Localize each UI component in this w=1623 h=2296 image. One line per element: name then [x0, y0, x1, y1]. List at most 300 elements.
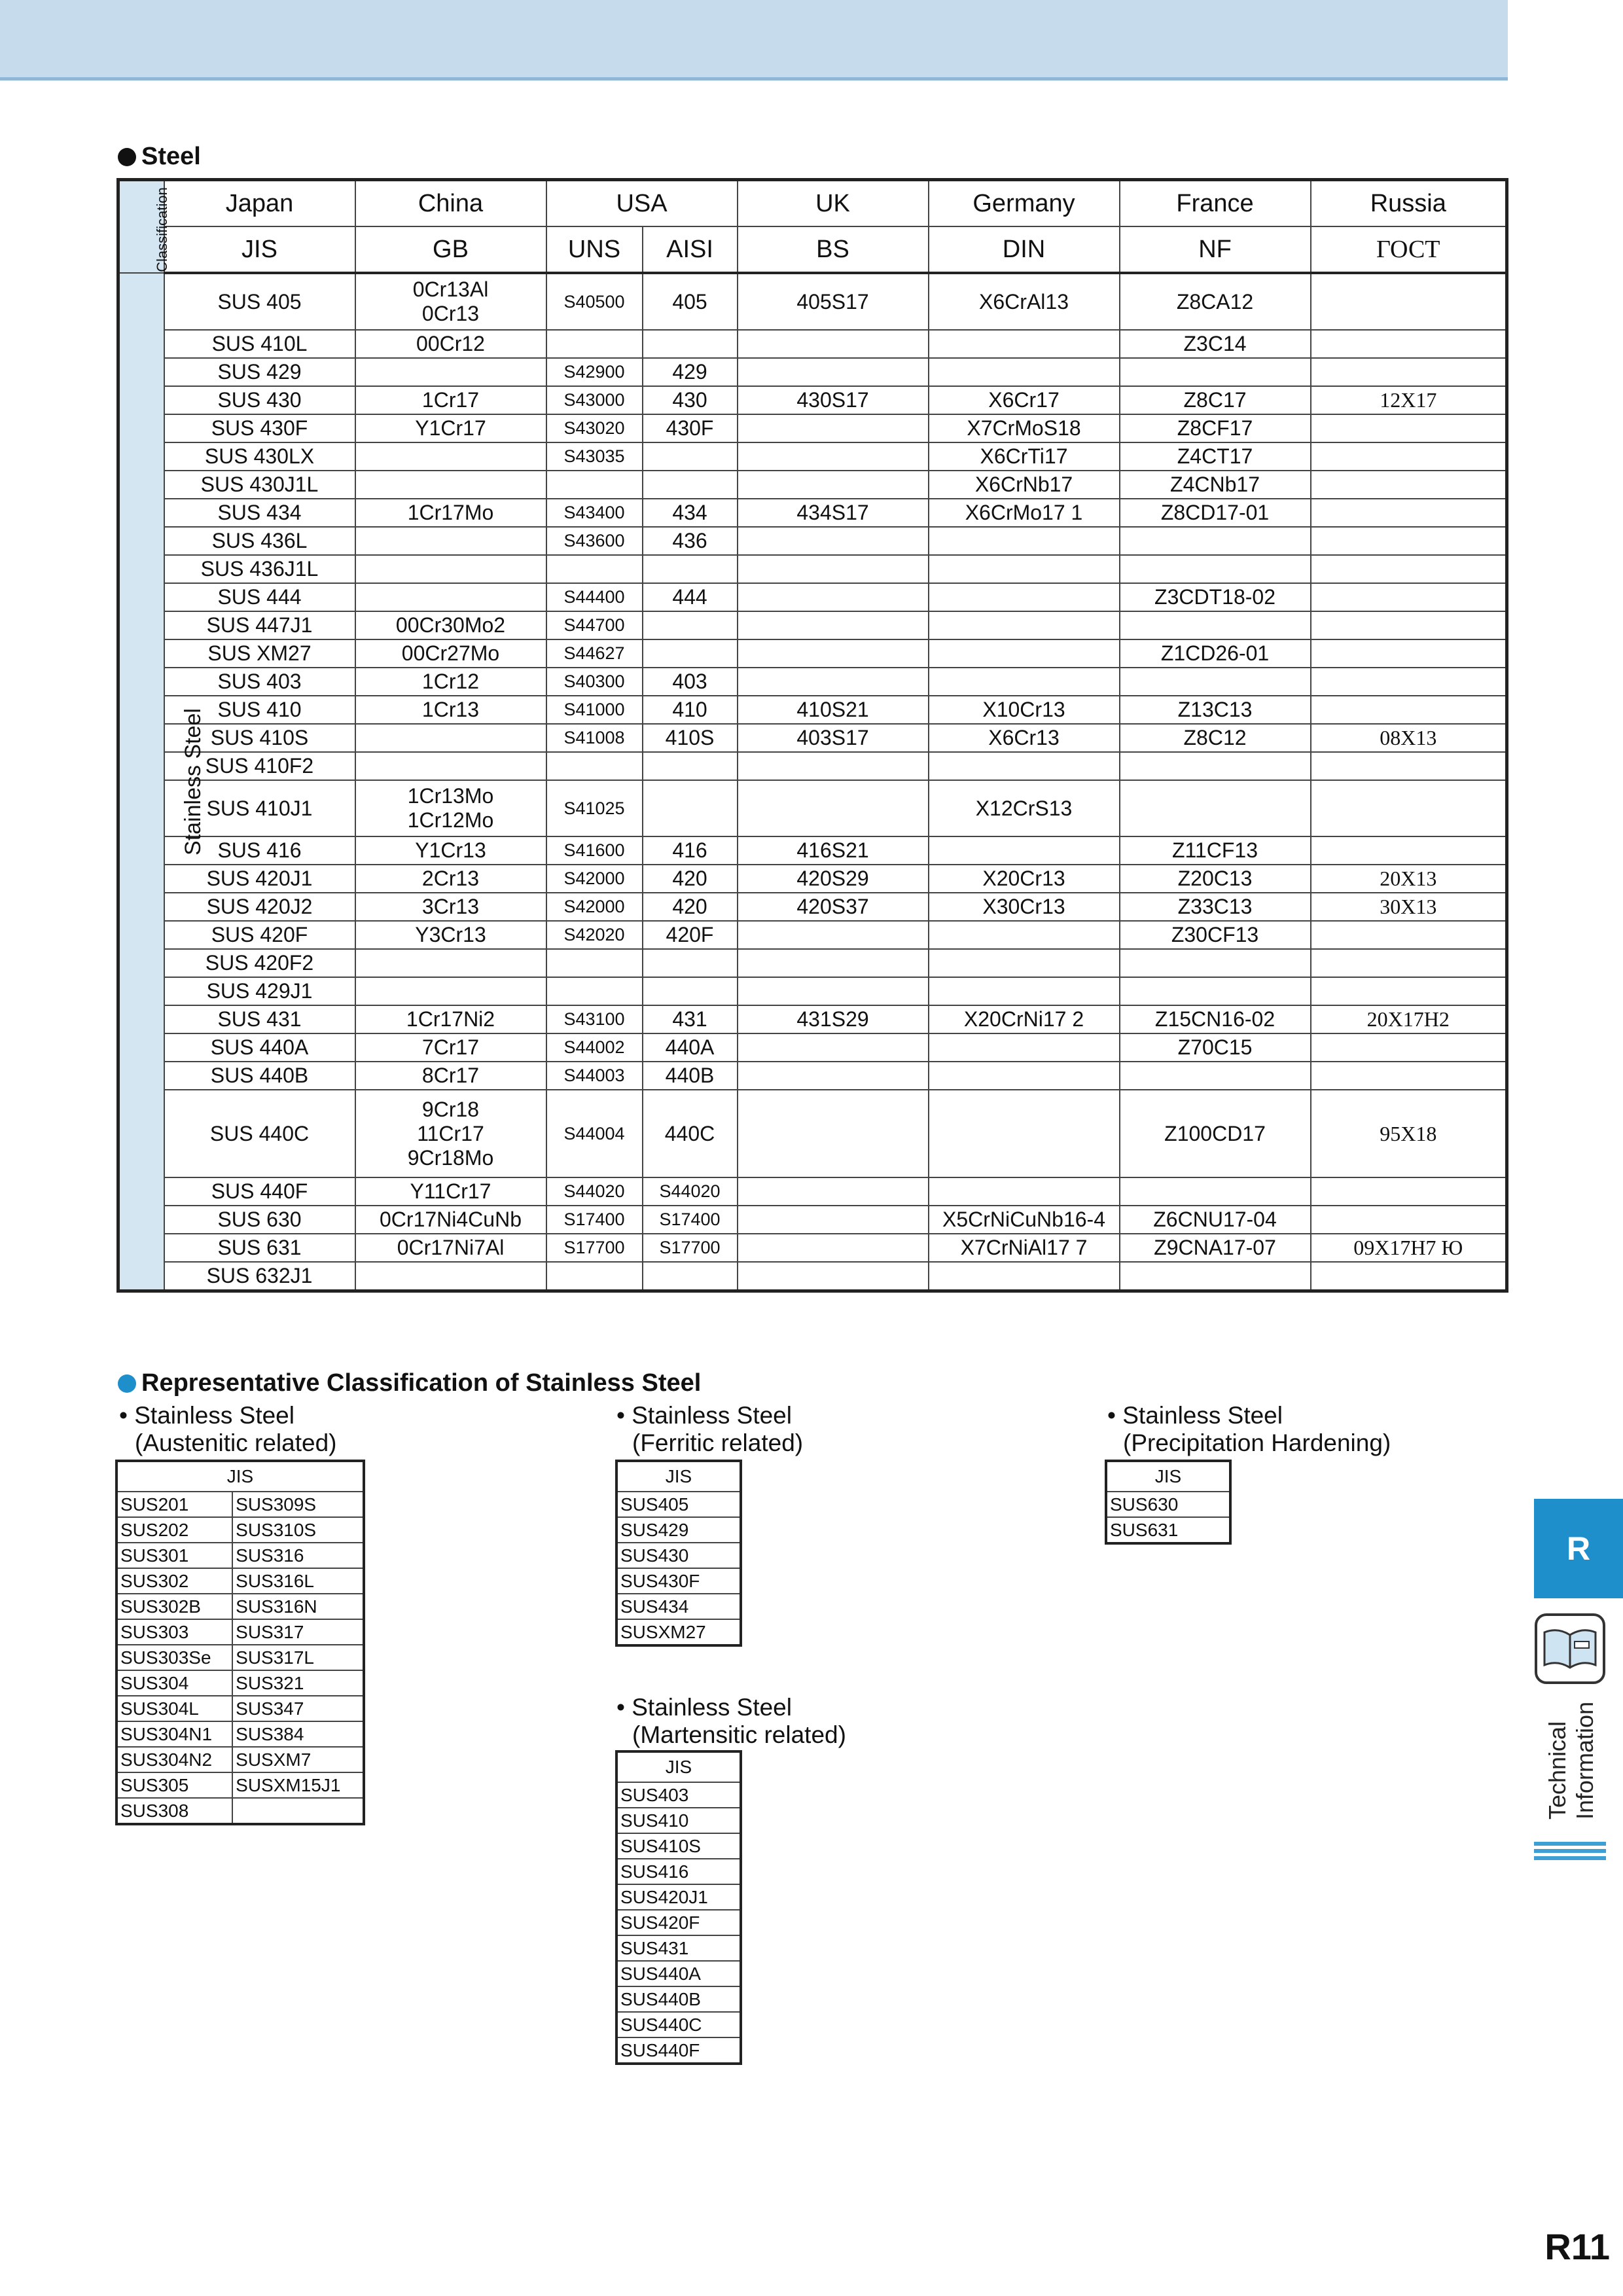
steel-cell-din	[929, 273, 1120, 330]
steel-cell-gb	[355, 893, 546, 921]
jis-grade-cell: SUS410S	[616, 1833, 741, 1859]
cell-line: 440B	[665, 1064, 715, 1087]
steel-cell-nf	[1120, 499, 1311, 527]
steel-cell-gost	[1311, 836, 1507, 865]
jis-grade-cell: SUS305	[116, 1772, 232, 1798]
cell-line: 1Cr12Mo	[407, 808, 494, 832]
steel-cell-bs	[738, 836, 929, 865]
cell-line: Z8C17	[1183, 388, 1247, 412]
cell-line: 410	[672, 698, 707, 721]
steel-cell-nf	[1120, 893, 1311, 921]
steel-cell-aisi	[643, 921, 738, 949]
steel-cell-nf	[1120, 358, 1311, 386]
steel-row	[118, 724, 1507, 752]
cell-line: 410S	[665, 726, 715, 749]
cell-line: SUS 405	[217, 289, 302, 314]
cell-line: SUS 410F2	[205, 754, 314, 778]
steel-cell-gost	[1311, 273, 1507, 330]
table-row	[116, 1670, 364, 1696]
steel-cell-gost	[1311, 639, 1507, 668]
cell-line: SUS 420F2	[205, 951, 314, 975]
steel-row	[118, 865, 1507, 893]
steel-cell-aisi	[643, 1090, 738, 1177]
steel-cell-bs	[738, 949, 929, 977]
cell-line: 1Cr17Ni2	[406, 1007, 495, 1031]
cell-line: 430S17	[796, 388, 869, 412]
steel-row	[118, 414, 1507, 442]
steel-cell-nf	[1120, 1206, 1311, 1234]
cell-line: S43600	[563, 531, 625, 550]
cell-line: 416	[672, 838, 707, 862]
cell-line: 436	[672, 529, 707, 552]
table-row	[616, 1808, 741, 1833]
steel-cell-aisi	[643, 414, 738, 442]
ferritic-subtitle: (Ferritic related)	[632, 1429, 804, 1456]
steel-cell-gost	[1311, 330, 1507, 358]
stripe	[1534, 1856, 1606, 1860]
cell-line: 429	[672, 360, 707, 384]
cell-line: Z15CN16-02	[1154, 1007, 1275, 1031]
steel-cell-aisi	[643, 1206, 738, 1234]
cell-line: 08Х13	[1380, 726, 1437, 749]
cell-line: SUS XM27	[207, 641, 312, 665]
steel-cell-gb	[355, 499, 546, 527]
steel-cell-din	[929, 949, 1120, 977]
cell-line: S43400	[563, 503, 625, 522]
steel-cell-din	[929, 668, 1120, 696]
steel-cell-uns	[546, 921, 643, 949]
jis-grade-cell: SUS316	[232, 1543, 364, 1568]
cell-line: 95Х18	[1380, 1121, 1437, 1145]
steel-cell-aisi	[643, 1234, 738, 1262]
steel-cell-aisi	[643, 386, 738, 414]
steel-cell-aisi	[643, 724, 738, 752]
cell-line: 0Cr17Ni4CuNb	[380, 1208, 522, 1231]
steel-cell-bs	[738, 1033, 929, 1062]
steel-cell-bs	[738, 1090, 929, 1177]
cell-line: X7CrMoS18	[967, 416, 1081, 440]
cell-line: X30Cr13	[982, 895, 1065, 918]
steel-cell-din	[929, 1005, 1120, 1033]
cell-line: S17700	[563, 1238, 625, 1257]
cell-line: Z8CF17	[1177, 416, 1253, 440]
steel-cell-nf	[1120, 836, 1311, 865]
steel-cell-nf	[1120, 273, 1311, 330]
jis-grade-cell: SUS301	[116, 1543, 232, 1568]
cell-line: SUS 410J1	[206, 796, 313, 820]
jis-grade-cell: SUS405	[616, 1492, 741, 1517]
cell-line: SUS 632J1	[206, 1264, 313, 1287]
steel-cell-gost	[1311, 1005, 1507, 1033]
steel-cell-din	[929, 1262, 1120, 1291]
cell-line: S41008	[563, 728, 625, 747]
steel-row	[118, 921, 1507, 949]
cell-line: Z70C15	[1177, 1035, 1253, 1059]
steel-cell-jis	[164, 611, 355, 639]
steel-cell-aisi	[643, 752, 738, 780]
steel-cell-gost	[1311, 1177, 1507, 1206]
steel-row	[118, 696, 1507, 724]
steel-cell-gb	[355, 414, 546, 442]
steel-cell-nf	[1120, 330, 1311, 358]
table-row	[1106, 1517, 1230, 1543]
martensitic-title: • Stainless Steel	[616, 1694, 792, 1721]
steel-row	[118, 949, 1507, 977]
steel-cell-nf	[1120, 527, 1311, 555]
steel-cell-din	[929, 583, 1120, 611]
steel-cell-din	[929, 865, 1120, 893]
steel-cell-gb	[355, 921, 546, 949]
steel-cell-aisi	[643, 611, 738, 639]
table-row	[616, 1859, 741, 1884]
steel-row	[118, 752, 1507, 780]
martensitic-subtitle: (Martensitic related)	[632, 1721, 846, 1748]
cell-line: SUS 440C	[209, 1121, 310, 1145]
steel-cell-uns	[546, 527, 643, 555]
cell-line: SUS 431	[217, 1007, 302, 1031]
steel-cell-bs	[738, 668, 929, 696]
steel-cell-bs	[738, 752, 929, 780]
steel-cell-gb	[355, 583, 546, 611]
steel-cell-uns	[546, 1005, 643, 1033]
steel-cell-gost	[1311, 471, 1507, 499]
cell-line: 410S21	[796, 698, 869, 721]
steel-row	[118, 1262, 1507, 1291]
bullet-icon	[118, 1374, 136, 1393]
cell-line: SUS 410L	[211, 332, 308, 355]
steel-cell-gb	[355, 471, 546, 499]
steel-cell-jis	[164, 1206, 355, 1234]
cell-line: SUS 444	[217, 585, 302, 609]
steel-cell-uns	[546, 949, 643, 977]
steel-cell-gb	[355, 1033, 546, 1062]
steel-cell-bs	[738, 977, 929, 1005]
steel-cell-aisi	[643, 1005, 738, 1033]
precipitation-table	[1105, 1460, 1232, 1545]
standard-header: GB	[355, 226, 546, 273]
cell-line: 12Х17	[1380, 388, 1437, 412]
table-row	[616, 1961, 741, 1986]
cell-line: SUS 631	[217, 1236, 302, 1259]
jis-header: JIS	[616, 1751, 741, 1782]
steel-cell-jis	[164, 1177, 355, 1206]
cell-line: X6Cr17	[988, 388, 1060, 412]
table-row	[616, 1986, 741, 2012]
steel-cell-gost	[1311, 414, 1507, 442]
steel-cell-uns	[546, 752, 643, 780]
table-row	[1106, 1492, 1230, 1517]
steel-cell-nf	[1120, 555, 1311, 583]
standard-header: AISI	[643, 226, 738, 273]
steel-cell-din	[929, 611, 1120, 639]
steel-cell-din	[929, 358, 1120, 386]
steel-cell-aisi	[643, 471, 738, 499]
cell-line: SUS 429J1	[206, 979, 313, 1003]
steel-cell-gost	[1311, 1062, 1507, 1090]
steel-cell-gb	[355, 358, 546, 386]
cell-line: 3Cr13	[421, 895, 480, 918]
cell-line: Z1CD26-01	[1160, 641, 1270, 665]
steel-cell-nf	[1120, 1033, 1311, 1062]
jis-grade-cell: SUS308	[116, 1798, 232, 1824]
steel-cell-bs	[738, 865, 929, 893]
steel-cell-jis	[164, 1262, 355, 1291]
steel-cell-gb	[355, 696, 546, 724]
cell-line: 0Cr13Al	[412, 278, 489, 301]
steel-cell-gb	[355, 442, 546, 471]
cell-line: Z9CNA17-07	[1154, 1236, 1276, 1259]
cell-line: 1Cr13Mo	[407, 784, 494, 808]
steel-cell-aisi	[643, 668, 738, 696]
cell-line: SUS 630	[217, 1208, 302, 1231]
steel-cell-uns	[546, 583, 643, 611]
decorative-stripes	[1534, 1842, 1606, 1863]
austenitic-caption	[119, 1402, 336, 1457]
steel-row	[118, 499, 1507, 527]
table-row	[116, 1645, 364, 1670]
country-header: China	[355, 180, 546, 227]
representative-heading	[118, 1369, 701, 1397]
steel-cell-jis	[164, 442, 355, 471]
cell-line: Y11Cr17	[410, 1179, 491, 1203]
steel-cell-jis	[164, 583, 355, 611]
steel-cell-aisi	[643, 696, 738, 724]
table-row	[116, 1747, 364, 1772]
steel-table-body	[118, 273, 1507, 1291]
cell-line: 444	[672, 585, 707, 609]
country-header: USA	[546, 180, 738, 227]
steel-cell-uns	[546, 893, 643, 921]
standard-header: UNS	[546, 226, 643, 273]
cell-line: 431	[672, 1007, 707, 1031]
technical-label: Technical	[1544, 1721, 1571, 1820]
steel-cell-din	[929, 555, 1120, 583]
martensitic-caption	[616, 1694, 846, 1749]
steel-cell-din	[929, 1090, 1120, 1177]
steel-cell-aisi	[643, 583, 738, 611]
cell-line: 11Cr17	[417, 1121, 484, 1145]
steel-cell-din	[929, 471, 1120, 499]
steel-cell-jis	[164, 668, 355, 696]
steel-cell-nf	[1120, 668, 1311, 696]
steel-cell-aisi	[643, 555, 738, 583]
ferritic-caption	[616, 1402, 803, 1457]
cell-line: 09Х17Н7 Ю	[1353, 1236, 1463, 1259]
steel-cell-jis	[164, 330, 355, 358]
steel-cell-bs	[738, 358, 929, 386]
steel-cell-uns	[546, 1062, 643, 1090]
steel-cell-uns	[546, 499, 643, 527]
jis-grade-cell: SUS420J1	[616, 1884, 741, 1910]
jis-grade-cell: SUS630	[1106, 1492, 1230, 1517]
steel-cell-din	[929, 724, 1120, 752]
steel-cell-gb	[355, 330, 546, 358]
steel-cell-aisi	[643, 358, 738, 386]
jis-grade-cell: SUS440F	[616, 2037, 741, 2064]
steel-cell-jis	[164, 273, 355, 330]
steel-cell-din	[929, 414, 1120, 442]
jis-grade-cell: SUS310S	[232, 1517, 364, 1543]
cell-line: 1Cr17	[421, 388, 480, 412]
steel-cell-jis	[164, 1234, 355, 1262]
steel-cell-aisi	[643, 1177, 738, 1206]
cell-line: Y3Cr13	[415, 923, 486, 946]
top-header-band	[0, 0, 1508, 81]
cell-line: Z11CF13	[1172, 838, 1258, 862]
steel-cell-gost	[1311, 499, 1507, 527]
cell-line: S44700	[563, 615, 625, 635]
steel-cell-bs	[738, 414, 929, 442]
stripe	[1534, 1842, 1606, 1846]
cell-line: 420S37	[796, 895, 869, 918]
steel-row	[118, 977, 1507, 1005]
stripe	[1534, 1849, 1606, 1853]
steel-cell-gost	[1311, 583, 1507, 611]
steel-cell-din	[929, 442, 1120, 471]
steel-cell-nf	[1120, 442, 1311, 471]
cell-line: SUS 429	[217, 360, 302, 384]
jis-header: JIS	[616, 1461, 741, 1492]
steel-row	[118, 471, 1507, 499]
steel-cell-gost	[1311, 1262, 1507, 1291]
steel-cell-uns	[546, 611, 643, 639]
cell-line: S43100	[563, 1009, 625, 1029]
information-label: Information	[1571, 1701, 1598, 1820]
standard-header: BS	[738, 226, 929, 273]
steel-cell-uns	[546, 696, 643, 724]
country-header: France	[1120, 180, 1311, 227]
steel-cell-din	[929, 1177, 1120, 1206]
steel-cell-uns	[546, 442, 643, 471]
steel-cell-bs	[738, 724, 929, 752]
cell-line: X6Cr13	[988, 726, 1060, 749]
austenitic-table	[115, 1460, 365, 1825]
cell-line: 434	[672, 501, 707, 524]
precipitation-title: • Stainless Steel	[1107, 1402, 1283, 1429]
steel-cell-gost	[1311, 949, 1507, 977]
steel-cell-aisi	[643, 442, 738, 471]
jis-grade-cell: SUSXM27	[616, 1619, 741, 1645]
jis-grade-cell: SUS303	[116, 1619, 232, 1645]
steel-cell-nf	[1120, 611, 1311, 639]
stainless-steel-group-label: Stainless Steel	[180, 708, 205, 855]
jis-grade-cell: SUS430	[616, 1543, 741, 1568]
cell-line: X6CrTi17	[980, 444, 1068, 468]
cell-line: SUS 420J1	[206, 867, 313, 890]
jis-grade-cell: SUS430F	[616, 1568, 741, 1594]
steel-cell-din	[929, 1062, 1120, 1090]
cell-line: X10Cr13	[982, 698, 1065, 721]
steel-cell-aisi	[643, 949, 738, 977]
cell-line: S17400	[563, 1210, 625, 1229]
cell-line: S40300	[563, 672, 625, 691]
cell-line: Y1Cr17	[415, 416, 486, 440]
steel-cell-nf	[1120, 1234, 1311, 1262]
jis-grade-cell: SUS416	[616, 1859, 741, 1884]
table-row	[616, 1910, 741, 1935]
steel-cell-uns	[546, 358, 643, 386]
page-number: R11	[1544, 2226, 1610, 2267]
steel-cell-din	[929, 330, 1120, 358]
steel-cell-gost	[1311, 1090, 1507, 1177]
cell-line: S44020	[563, 1181, 625, 1201]
cell-line: S42000	[563, 869, 625, 888]
stainless-steel-group-cell	[118, 273, 205, 1291]
standard-header: JIS	[164, 226, 355, 273]
steel-row	[118, 780, 1507, 836]
steel-cell-gost	[1311, 1234, 1507, 1262]
steel-cell-nf	[1120, 865, 1311, 893]
steel-row	[118, 1062, 1507, 1090]
steel-cell-gb	[355, 611, 546, 639]
cell-line: SUS 420F	[211, 923, 308, 946]
section-tab-letter: R	[1566, 1530, 1591, 1567]
steel-cell-bs	[738, 1177, 929, 1206]
steel-cell-gb	[355, 752, 546, 780]
steel-cell-jis	[164, 949, 355, 977]
steel-cell-bs	[738, 555, 929, 583]
jis-grade-cell: SUS304N2	[116, 1747, 232, 1772]
country-header: Russia	[1311, 180, 1507, 227]
cell-line: 1Cr13	[421, 698, 480, 721]
steel-row	[118, 639, 1507, 668]
steel-row	[118, 1005, 1507, 1033]
cell-line: S43035	[563, 446, 625, 466]
cell-line: Z6CNU17-04	[1153, 1208, 1277, 1231]
steel-cell-gost	[1311, 724, 1507, 752]
steel-cell-aisi	[643, 893, 738, 921]
steel-cell-nf	[1120, 1062, 1311, 1090]
steel-cell-din	[929, 752, 1120, 780]
jis-grade-cell: SUS303Se	[116, 1645, 232, 1670]
steel-cell-aisi	[643, 1262, 738, 1291]
steel-row	[118, 1090, 1507, 1177]
steel-cell-gost	[1311, 865, 1507, 893]
cell-line: SUS 430J1L	[200, 473, 319, 496]
steel-cell-nf	[1120, 583, 1311, 611]
jis-grade-cell: SUS316N	[232, 1594, 364, 1619]
cell-line: Z3CDT18-02	[1154, 585, 1275, 609]
steel-cell-gb	[355, 273, 546, 330]
jis-grade-cell: SUS440B	[616, 1986, 741, 2012]
jis-grade-cell: SUS309S	[232, 1492, 364, 1517]
jis-grade-cell: SUS302B	[116, 1594, 232, 1619]
section-tab-r[interactable]	[1534, 1499, 1623, 1598]
cell-line: S43000	[563, 390, 625, 410]
steel-cell-uns	[546, 555, 643, 583]
steel-cell-gost	[1311, 1206, 1507, 1234]
steel-cell-uns	[546, 977, 643, 1005]
steel-row	[118, 358, 1507, 386]
technical-information-label	[1539, 1695, 1598, 1820]
table-row	[616, 1884, 741, 1910]
cell-line: Z4CT17	[1177, 444, 1253, 468]
steel-cell-gb	[355, 836, 546, 865]
jis-header: JIS	[1106, 1461, 1230, 1492]
cell-line: S44627	[563, 643, 625, 663]
cell-line: 00Cr30Mo2	[395, 613, 506, 637]
steel-cell-bs	[738, 527, 929, 555]
steel-cell-nf	[1120, 1177, 1311, 1206]
cell-line: 440C	[664, 1121, 715, 1145]
steel-cell-gost	[1311, 358, 1507, 386]
jis-grade-cell: SUS347	[232, 1696, 364, 1721]
classification-label: Classification	[153, 187, 170, 272]
steel-cell-uns	[546, 1262, 643, 1291]
cell-line: X20CrNi17 2	[963, 1007, 1084, 1031]
steel-cell-gost	[1311, 752, 1507, 780]
steel-cell-nf	[1120, 921, 1311, 949]
